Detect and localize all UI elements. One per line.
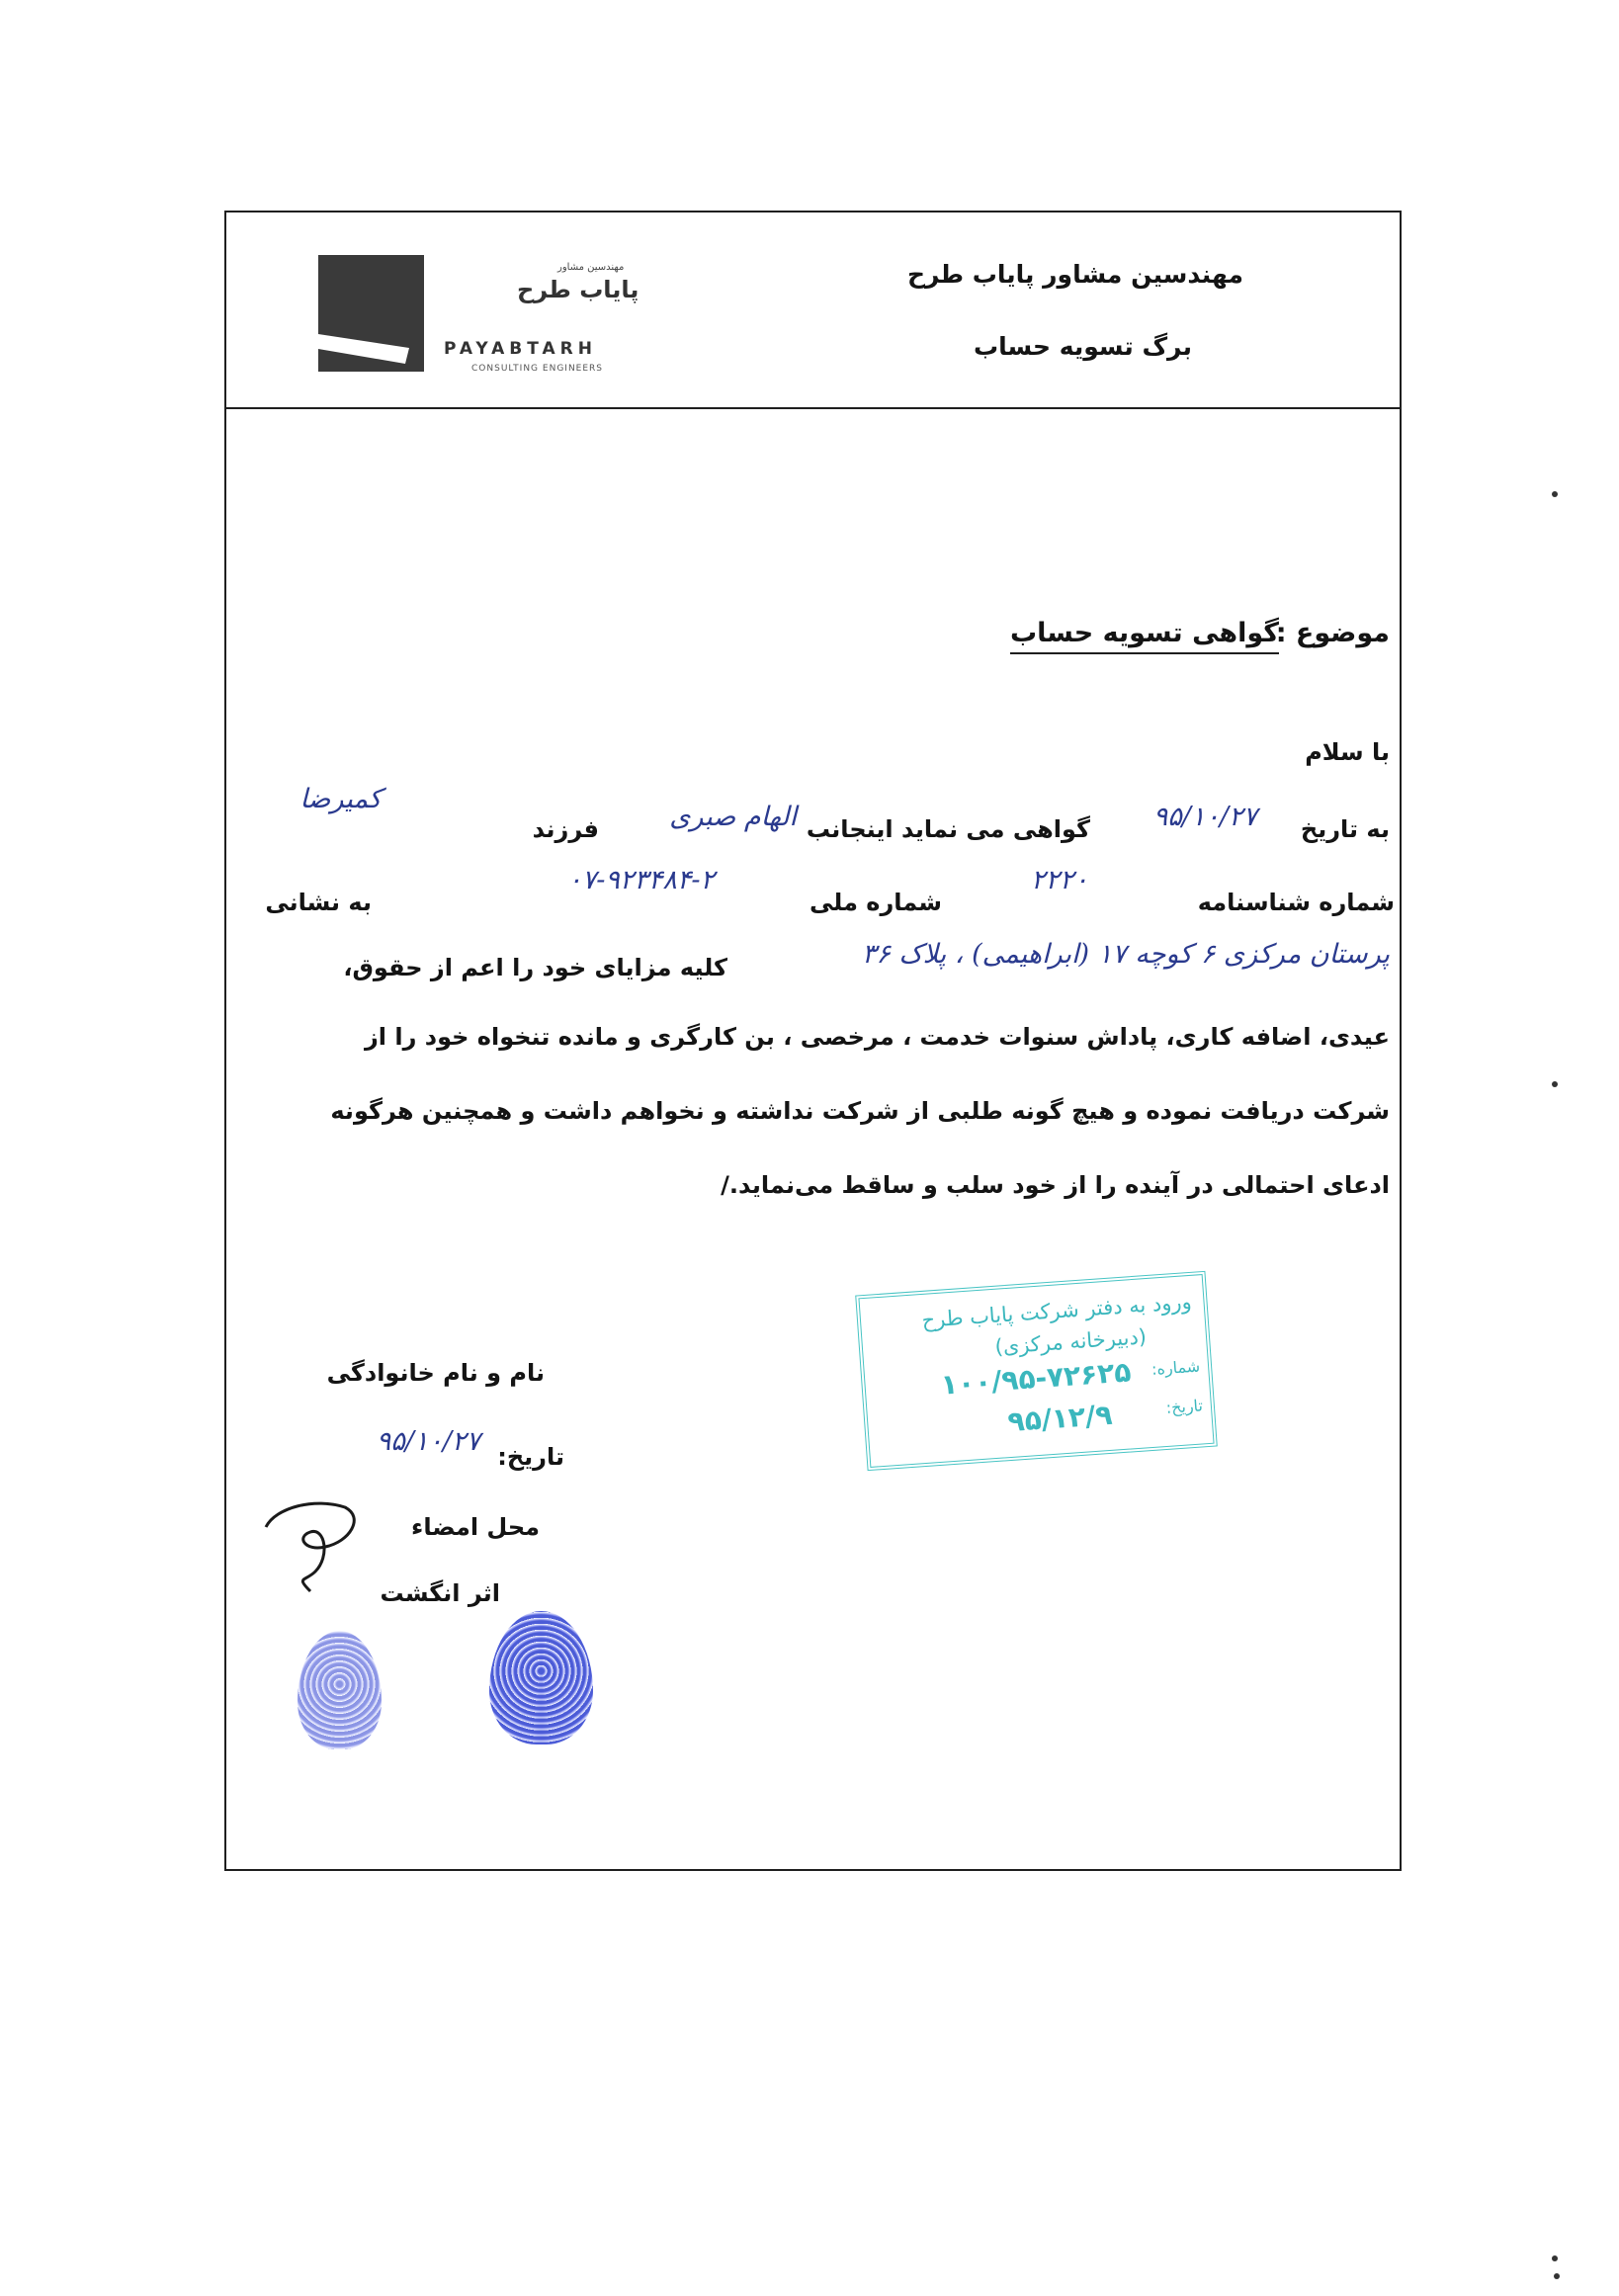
line3-suffix: کلیه مزایای خود را اعم از حقوق،: [343, 954, 727, 981]
line2-address-label: به نشانی: [265, 889, 372, 916]
edge-dot: [1552, 1081, 1558, 1087]
fingerprint-right: [489, 1611, 593, 1744]
signature-label: محل امضاء: [411, 1513, 540, 1541]
line1-father-handwritten: کمیرضا: [299, 784, 382, 814]
edge-dot: [1554, 2273, 1560, 2279]
form-title: برگ تسویه حساب: [974, 332, 1192, 361]
stamp-date-label: تاریخ:: [1165, 1396, 1204, 1417]
handwritten-signature: [256, 1497, 375, 1606]
greeting: با سلام: [1305, 738, 1390, 766]
line4: عیدی، اضافه کاری، پاداش سنوات خدمت ، مرخصی ، بن کارگری و مانده تنخواه خود را از: [364, 1023, 1390, 1051]
stamp-date-value: ۹۵/۱۲/۹: [1006, 1398, 1114, 1439]
stamp-line2: (دبیرخانه مرکزی): [993, 1324, 1148, 1359]
company-name: مهندسین مشاور پایاب طرح: [906, 260, 1243, 289]
subject-text: گواهی تسویه حساب: [1010, 618, 1279, 654]
line5: شرکت دریافت نموده و هیچ گونه طلبی از شرکت نداشته و نخواهم داشت و همچنین هرگونه: [330, 1097, 1390, 1125]
line3-address-handwritten: پرستان مرکزی ۶ کوچه ۱۷ (ابراهیمی) ، پلاک ۳۶: [861, 939, 1390, 970]
line1-date-handwritten: ۹۵/۱۰/۲۷: [1152, 802, 1257, 832]
form-frame: [224, 211, 1402, 1871]
name-label: نام و نام خانوادگی: [326, 1359, 545, 1387]
line1-name-handwritten: الهام صبری: [669, 802, 797, 832]
date-label: تاریخ:: [497, 1443, 564, 1471]
line2-id-handwritten: ۲۲۲۰: [1030, 865, 1088, 895]
line6: ادعای احتمالی در آینده را از خود سلب و ساقط می‌نماید./: [721, 1171, 1390, 1199]
line1-prefix: به تاریخ: [1300, 815, 1390, 843]
logo-en-name: PAYABTARH: [444, 339, 597, 359]
subject-label: موضوع :: [1275, 618, 1390, 648]
edge-dot: [1552, 491, 1558, 497]
line2-national-label: شماره ملی: [810, 889, 942, 916]
edge-dot: [1552, 2255, 1558, 2261]
fingerprint-label: اثر انگشت: [380, 1579, 500, 1607]
logo-fa-prefix: مهندسین مشاور: [557, 262, 625, 273]
logo-fa-name: پایاب طرح: [517, 276, 639, 303]
line1-middle: گواهی می نماید اینجانب: [806, 815, 1090, 843]
logo-en-subtitle: CONSULTING ENGINEERS: [471, 364, 604, 374]
line2-id-label: شماره شناسنامه: [1197, 889, 1395, 916]
fingerprint-left: [298, 1631, 382, 1749]
line2-national-handwritten: ۰۷-۹۲۳۴۸۴-۲: [567, 865, 715, 895]
header-divider: [226, 407, 1400, 409]
registry-stamp: [855, 1271, 1218, 1471]
date-handwritten: ۹۵/۱۰/۲۷: [376, 1426, 480, 1457]
stamp-number-label: شماره:: [1150, 1356, 1201, 1379]
stamp-line1: ورود به دفتر شرکت پایاب طرح: [920, 1289, 1193, 1332]
stamp-number-value: ۱۰۰/۹۵-۷۲۶۲۵: [939, 1355, 1133, 1402]
line1-child-of: فرزند: [532, 815, 599, 843]
company-logo: [318, 255, 424, 372]
logo-mark-icon: [318, 255, 424, 372]
